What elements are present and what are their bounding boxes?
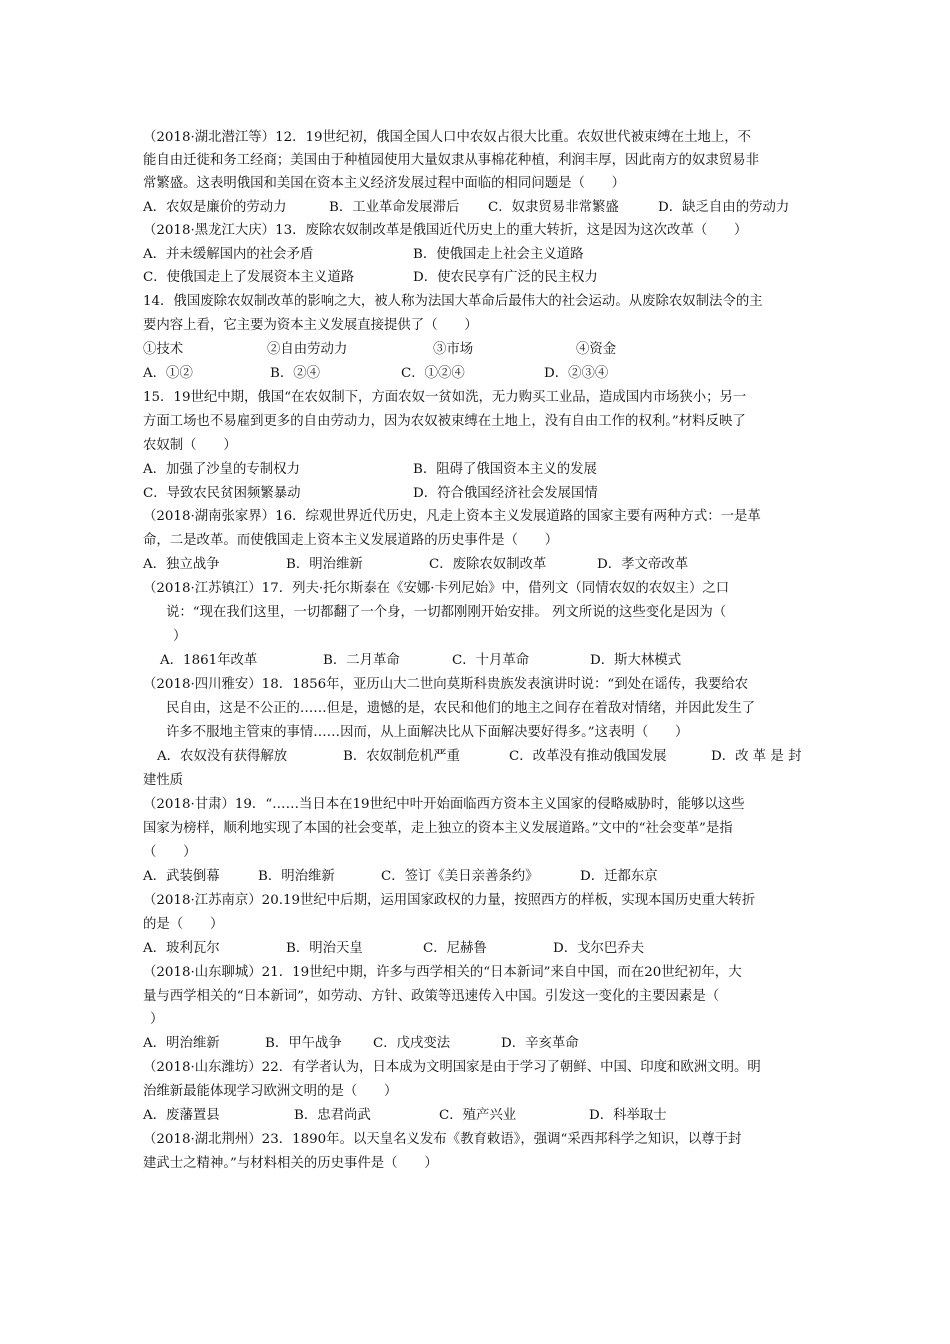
q19-option-a: A．武装倒幕 — [143, 869, 220, 884]
q14-option-c: C．①②④ — [401, 366, 465, 381]
q14-stem-line1: 14．俄国废除农奴制改革的影响之大，被人称为法国大革命后最伟大的社会运动。从废除农奴制法令的主 — [143, 294, 763, 309]
q16-option-c: C．废除农奴制改革 — [429, 557, 547, 572]
q22-stem-line2: 治维新最能体现学习欧洲文明的是（ ） — [143, 1084, 398, 1099]
q17-stem-line2: 说：“现在我们这里，一切都翻了一个身，一切都刚刚开始安排。 列文所说的这些变化是因为（ — [166, 605, 727, 620]
q18-option-b: B．农奴制危机严重 — [343, 749, 460, 764]
q13-option-c: C．使俄国走上了发展资本主义道路 — [143, 270, 355, 285]
q23-stem-line1: （2018·湖北荆州）23．1890年。以天皇名义发布《教育敕语》，强调“采西邦科学之知识，以尊于封 — [143, 1132, 742, 1147]
q22-option-c: C．殖产兴业 — [439, 1108, 517, 1123]
q14-option-d: D．②③④ — [544, 366, 609, 381]
q15-option-b: B．阻碍了俄国资本主义的发展 — [413, 462, 597, 477]
q16-option-a: A．独立战争 — [143, 557, 220, 572]
q23-stem-line2: 建武士之精神。”与材料相关的历史事件是（ ） — [143, 1156, 438, 1171]
q17-stem-line3: ） — [173, 629, 187, 644]
q13-option-d: D．使农民享有广泛的民主权力 — [413, 270, 598, 285]
q18-option-c: C．改革没有推动俄国发展 — [509, 749, 667, 764]
q22-option-b: B．忠君尚武 — [294, 1108, 371, 1123]
q20-option-d: D．戈尔巴乔夫 — [553, 941, 645, 956]
q18-stem-line1: （2018·四川雅安）18．1856年，亚历山大二世向莫斯科贵族发表演讲时说：“到处在谣传，我要给农 — [143, 677, 749, 692]
q19-stem-line3: （ ） — [143, 845, 197, 860]
q14-item-4: ④资金 — [576, 342, 617, 357]
q12-stem-line2: 能自由迁徙和务工经商；美国由于种植园使用大量奴隶从事棉花种植，利润丰厚，因此南方的奴隶贸易非 — [143, 153, 759, 168]
q14-item-2: ②自由劳动力 — [267, 342, 348, 357]
q13-stem-line1: （2018·黑龙江大庆）13．废除农奴制改革是俄国近代历史上的重大转折，这是因为这次改革（ ） — [143, 223, 748, 238]
q21-option-c: C．戊戌变法 — [373, 1036, 451, 1051]
q18-stem-line3: 许多不服地主管束的事情……因而，从上面解决比从下面解决要好得多。”这表明（ ） — [166, 725, 689, 740]
q19-option-b: B．明治维新 — [258, 869, 335, 884]
q18-option-d: D．改 革 是 封 — [711, 749, 802, 764]
q12-option-c: C．奴隶贸易非常繁盛 — [488, 200, 619, 215]
q19-stem-line1: （2018·甘肃）19．“……当日本在19世纪中叶开始面临西方资本主义国家的侵略威胁时，能够以这些 — [143, 797, 745, 812]
q18-option-a: A．农奴没有获得解放 — [157, 749, 288, 764]
q21-option-a: A．明治维新 — [143, 1036, 220, 1051]
q14-item-1: ①技术 — [143, 342, 184, 357]
q19-stem-line2: 国家为榜样，顺利地实现了本国的社会变革，走上独立的资本主义发展道路。”文中的“社会变革”是指 — [143, 821, 733, 836]
q19-option-c: C．签订《美日亲善条约》 — [381, 869, 539, 884]
q22-stem-line1: （2018·山东潍坊）22．有学者认为，日本成为文明国家是由于学习了朝鲜、中国、印度和欧洲文明。明 — [143, 1060, 761, 1075]
q21-stem-line2: 量与西学相关的“日本新词”，如劳动、方针、政策等迅速传入中国。引发这一变化的主要因素是（ — [143, 989, 720, 1004]
q15-stem-line1: 15．19世纪中期，俄国“在农奴制下，方面农奴一贫如洗，无力购买工业品，造成国内市场狭小；另一 — [143, 390, 747, 405]
q21-stem-line1: （2018·山东聊城）21．19世纪中期，许多与西学相关的“日本新词”来自中国，而在20世纪初年，大 — [143, 965, 742, 980]
q17-option-c: C．十月革命 — [452, 653, 530, 668]
q17-option-d: D．斯大林模式 — [590, 653, 682, 668]
q13-option-b: B．使俄国走上社会主义道路 — [413, 247, 584, 262]
q22-option-d: D．科举取士 — [589, 1108, 667, 1123]
q16-option-d: D．孝文帝改革 — [597, 557, 689, 572]
q15-option-c: C．导致农民贫困频繁暴动 — [143, 486, 301, 501]
q16-stem-line1: （2018·湖南张家界）16．综观世界近代历史，凡走上资本主义发展道路的国家主要有两种方式：一是革 — [143, 509, 761, 524]
q16-option-b: B．明治维新 — [286, 557, 363, 572]
q21-stem-line3: ） — [150, 1012, 164, 1027]
q20-stem-line1: （2018·江苏南京）20.19世纪中后期，运用国家政权的力量，按照西方的样板，实现本国历史重大转折 — [143, 893, 756, 908]
q12-stem-line3: 常繁盛。这表明俄国和美国在资本主义经济发展过程中面临的相同问题是（ ） — [143, 176, 626, 191]
q20-stem-line2: 的是（ ） — [143, 917, 224, 932]
q12-option-a: A．农奴是廉价的劳动力 — [143, 200, 287, 215]
q21-option-b: B．甲午战争 — [265, 1036, 342, 1051]
q20-option-a: A．玻利瓦尔 — [143, 941, 220, 956]
q12-stem-line1: （2018·湖北潜江等）12．19世纪初，俄国全国人口中农奴占很大比重。农奴世代被束缚在土地上，不 — [143, 130, 752, 145]
q12-option-b: B．工业革命发展滞后 — [329, 200, 460, 215]
q17-stem-line1: （2018·江苏镇江）17．列夫·托尔斯泰在《安娜·卡列尼始》中，借列文（同情农奴的农奴主）之口 — [143, 581, 730, 596]
q14-item-3: ③市场 — [433, 342, 474, 357]
q16-stem-line2: 命，二是改革。而使俄国走上资本主义发展道路的历史事件是（ ） — [143, 533, 559, 548]
q12-option-d: D．缺乏自由的劳动力 — [658, 200, 790, 215]
q18-stem-line2: 民自由，这是不公正的……但是，遗憾的是，农民和他们的地主之间存在着敌对情绪，并因此发生了 — [166, 701, 756, 716]
q14-option-a: A．①② — [143, 366, 193, 381]
q22-option-a: A．废藩置县 — [143, 1108, 220, 1123]
q21-option-d: D．辛亥革命 — [501, 1036, 579, 1051]
q15-option-a: A．加强了沙皇的专制权力 — [143, 462, 300, 477]
q14-option-b: B．②④ — [270, 366, 321, 381]
q15-option-d: D．符合俄国经济社会发展国情 — [413, 486, 598, 501]
q17-option-a: A．1861年改革 — [160, 653, 258, 668]
q18-option-d-cont: 建性质 — [143, 773, 184, 788]
q19-option-d: D．迁都东京 — [580, 869, 658, 884]
q17-option-b: B．二月革命 — [323, 653, 400, 668]
q14-stem-line2: 要内容上看，它主要为资本主义发展直接提供了（ ） — [143, 318, 478, 333]
q20-option-c: C．尼赫鲁 — [423, 941, 487, 956]
q13-option-a: A．并未缓解国内的社会矛盾 — [143, 247, 314, 262]
q20-option-b: B．明治天皇 — [286, 941, 363, 956]
q15-stem-line2: 方面工场也不易雇到更多的自由劳动力，因为农奴被束缚在土地上，没有自由工作的权利。”材料反映了 — [143, 414, 746, 429]
q15-stem-line3: 农奴制（ ） — [143, 438, 237, 453]
